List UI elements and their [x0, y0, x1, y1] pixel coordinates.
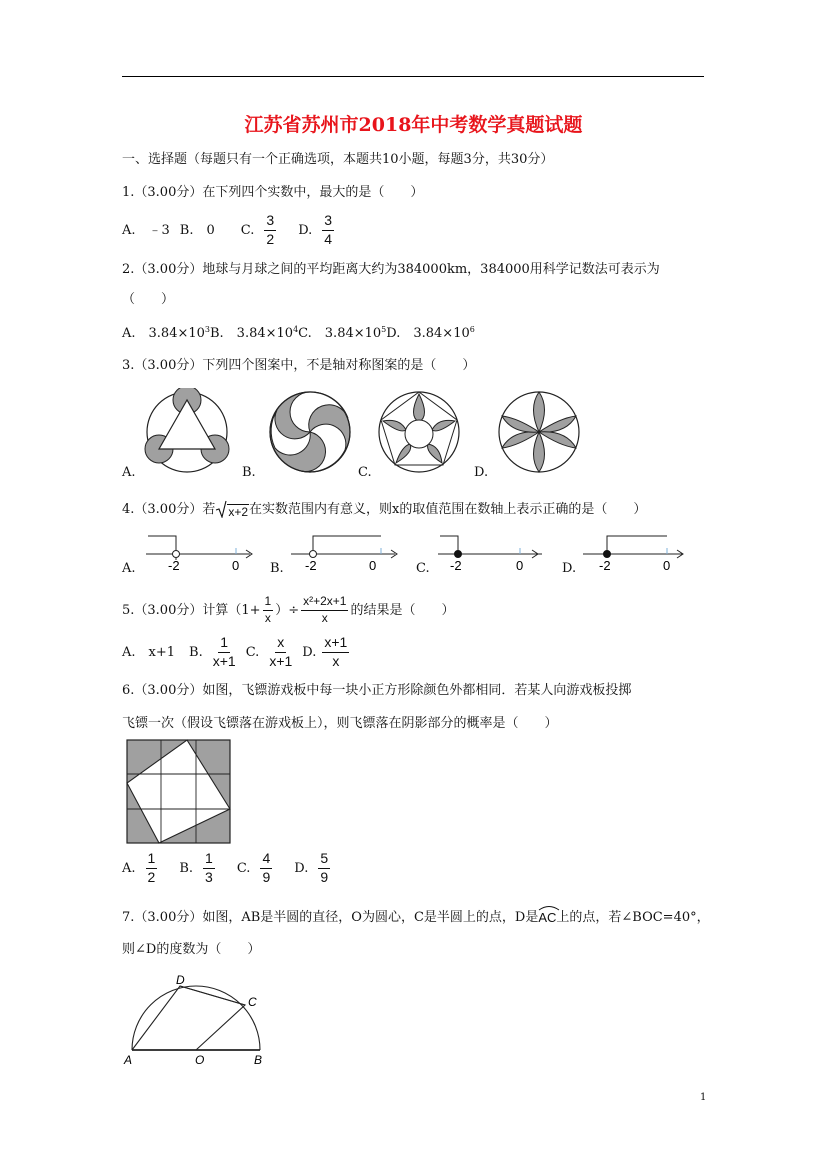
point-label-c: C — [248, 995, 257, 1009]
q3-label-a: A. — [122, 465, 136, 480]
q5-stem: 5.（3.00分）计算（1+ $\frac{1}{x}$ ）÷ $\frac{\text{x²+2x+1}}{x}$ 的结果是（ ） — [122, 594, 455, 625]
q3-label-d: D. — [474, 465, 489, 480]
q4-label-b: B. — [270, 561, 284, 576]
q4-label-d: D. — [562, 561, 577, 576]
q1-options — [122, 212, 336, 248]
tick-label: -2 — [305, 558, 317, 573]
q5-options — [122, 634, 351, 670]
tick-label: 0 — [232, 558, 240, 573]
q2-options — [122, 326, 475, 340]
q6-options — [122, 850, 332, 886]
q1-stem: 1.（3.00分）在下列四个实数中，最大的是（ ） — [122, 185, 424, 200]
q3-figure-c — [379, 392, 459, 472]
q4-label-c: C. — [416, 561, 430, 576]
q5-option-d-label: D. — [302, 644, 317, 660]
header-rule — [122, 76, 704, 77]
point-label-d: D — [176, 973, 185, 987]
tick-label: -2 — [450, 558, 462, 573]
q2-option-b: B. $3.84\times 10^4$ — [210, 325, 299, 341]
q6-option-d-fraction: $\frac{5}{9}$ — [320, 850, 329, 885]
q5-fraction-2: $\frac{\text{x²+2x+1}}{x}$ — [303, 594, 347, 625]
q1-option-c-label: C. — [240, 222, 255, 238]
point-label-o: O — [195, 1053, 205, 1067]
tick-label: 0 — [516, 558, 524, 573]
q2-option-a: A. $3.84\times 10^3$ — [122, 325, 210, 341]
q1-option-b: B. 0 — [179, 222, 215, 238]
arc-icon — [538, 905, 560, 911]
q7-semicircle-figure — [120, 970, 280, 1070]
q3-stem: 3.（3.00分）下列四个图案中，不是轴对称图案的是（ ） — [122, 358, 476, 373]
q4-number-line-b — [291, 536, 397, 573]
q5-option-b-label: B. — [189, 644, 203, 660]
q6-dartboard — [126, 739, 232, 845]
q7-arc-ac: AC — [538, 907, 556, 924]
tick-label: 0 — [663, 558, 671, 573]
q4-number-line-d — [583, 536, 683, 573]
q3-label-c: C. — [358, 465, 372, 480]
q6-stem: 6.（3.00分）如图，飞镖游戏板中每一块小正方形除颜色外都相同．若某人向游戏板投掷 — [122, 683, 632, 698]
q3-figure-d — [499, 392, 579, 472]
q1-option-a: A. ﹣3 — [122, 222, 170, 238]
q1-option-d-label: D. — [298, 222, 313, 238]
q2-option-c: C. $3.84\times 10^5$ — [298, 325, 387, 341]
q4-label-a: A. — [122, 561, 136, 576]
q6-option-a-fraction: $\frac{1}{2}$ — [147, 850, 156, 885]
q6-option-c-label: C. — [236, 860, 251, 876]
tick-label: 0 — [369, 558, 377, 573]
q5-option-b-fraction: $\frac{1}{x+1}$ — [212, 634, 236, 669]
q4-stem — [122, 500, 646, 518]
section-header: 一、选择题（每题只有一个正确选项，本题共10小题，每题3分，共30分） — [122, 152, 554, 167]
tick-label: -2 — [599, 558, 611, 573]
q5-option-a: A. x+1 — [122, 644, 176, 660]
q6-option-a-label: A. — [122, 860, 136, 876]
q5-option-c-label: C. — [245, 644, 260, 660]
q4-number-line-a — [146, 536, 252, 573]
q6-option-b-fraction: $\frac{1}{3}$ — [205, 850, 213, 885]
q2-option-d: D. $3.84\times 10^6$ — [386, 325, 475, 341]
q5-fraction-1: $\frac{1}{x}$ — [264, 594, 272, 625]
page-title: 江苏省苏州市2018年中考数学真题试题 — [244, 114, 583, 136]
q3-figure-b — [270, 392, 350, 472]
q1-option-d-fraction: $\frac{3}{4}$ — [324, 212, 333, 247]
q5-option-d-fraction: $\frac{x+1}{x}$ — [324, 634, 348, 669]
tick-label: -2 — [168, 558, 180, 573]
q1-option-c-fraction: $\frac{3}{2}$ — [266, 212, 275, 247]
q5-option-c-fraction: $\frac{x}{x+1}$ — [269, 634, 293, 669]
q6-option-b-label: B. — [179, 860, 194, 876]
q4-radical: x+2 — [215, 500, 249, 518]
point-label-a: A — [124, 1053, 133, 1067]
q2-stem-paren: （ ） — [122, 292, 175, 307]
sqrt-icon — [215, 500, 227, 518]
q3-label-b: B. — [242, 465, 256, 480]
q6-stem-2: 飞镖一次（假设飞镖落在游戏板上），则飞镖落在阴影部分的概率是（ ） — [122, 716, 558, 731]
q2-stem: 2.（3.00分）地球与月球之间的平均距离大约为384000km，384000用科学记数法可表示为 — [122, 262, 660, 277]
q6-option-d-label: D. — [294, 860, 309, 876]
q4-stem-post: 在实数范围内有意义，则x的取值范围在数轴上表示正确的是（ ） — [249, 501, 647, 517]
point-label-b: B — [254, 1053, 263, 1067]
q6-option-c-fraction: $\frac{4}{9}$ — [262, 850, 271, 885]
q7-stem-2: 则∠D的度数为（ ） — [122, 942, 261, 957]
page-number: 1 — [700, 1092, 707, 1103]
q4-number-line-c — [438, 536, 542, 573]
q4-stem-pre: 4.（3.00分）若 — [122, 501, 216, 517]
q7-stem: 7.（3.00分）如图，AB是半圆的直径，O为圆心，C是半圆上的点，D是 AC 上的点，若∠BOC=40°， — [122, 907, 710, 924]
q3-figure-a — [145, 388, 229, 472]
